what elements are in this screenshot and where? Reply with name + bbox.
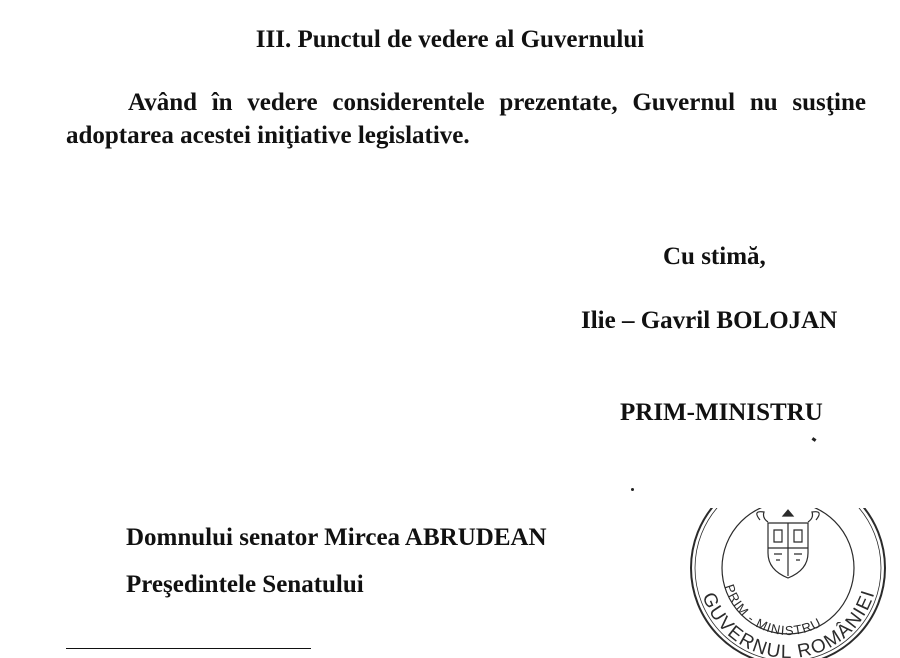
stamp-inner-text: PRIM - MINISTRU [722, 582, 825, 639]
body-paragraph: Având în vedere considerentele prezentate, Guvernul nu susţine adoptarea acestei iniţiative legislative. [66, 89, 866, 149]
section-heading: III. Punctul de vedere al Guvernului [255, 26, 645, 53]
recipient-role: Preşedintele Senatului [126, 571, 364, 598]
closing-salutation: Cu stimă, [663, 243, 766, 270]
signatory-title: PRIM-MINISTRU [620, 399, 823, 426]
signatory-name: Ilie – Gavril BOLOJAN [581, 307, 838, 334]
coat-of-arms-icon [757, 510, 819, 578]
ink-mark [631, 488, 634, 491]
official-stamp [688, 508, 888, 658]
recipient-name: Domnului senator Mircea ABRUDEAN [126, 524, 547, 551]
svg-text:GUVERNUL ROMÂNIEI [697, 587, 879, 658]
footnote-separator [66, 648, 311, 649]
ink-mark [812, 437, 817, 442]
stamp-outer-text: GUVERNUL ROMÂNIEI [697, 587, 880, 658]
